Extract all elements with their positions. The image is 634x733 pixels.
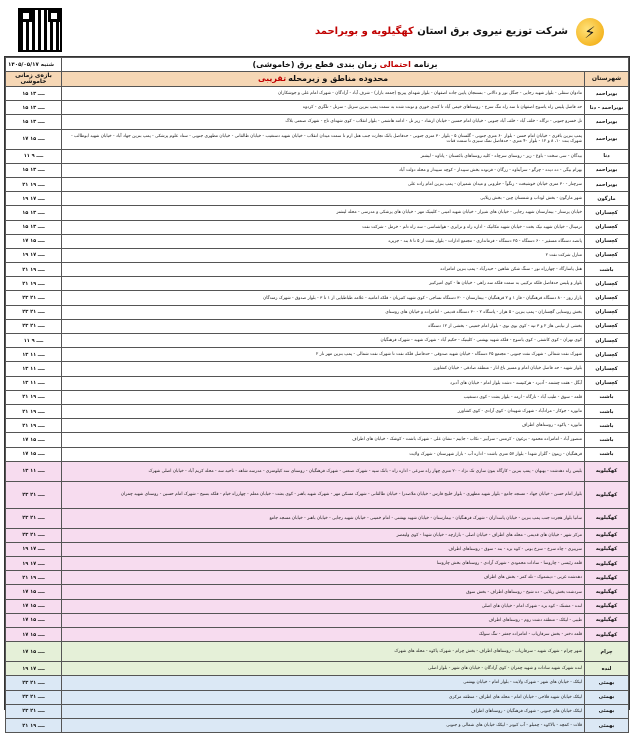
row-time: ۱۳ ــــ ۱۱ xyxy=(6,461,62,481)
row-city: باشت xyxy=(585,263,629,277)
row-time: ۱۹ ــــ ۱۷ xyxy=(6,248,62,262)
row-time: ۱۷ ــــ ۱۵ xyxy=(6,628,62,642)
row-city: باشت xyxy=(585,390,629,404)
row-city: کچساران xyxy=(585,376,629,390)
row-city: کهگیلویه xyxy=(585,585,629,599)
row-time: ۱۷ ــــ ۱۵ xyxy=(6,433,62,447)
table-body xyxy=(6,87,629,733)
row-time: ۲۱ ــــ ۱۹ xyxy=(6,390,62,404)
row-area: کوی تهران - کوی کاشفی - کوی یاسوج - فلکه شهید بهشتی - کلینیک - حکیم آباد - شهرک شهید - شهرک فرهنگیان xyxy=(62,334,585,348)
row-city: لنده xyxy=(585,662,629,676)
row-time: ۱۷ ــــ ۱۵ xyxy=(6,642,62,662)
row-time: ۱۵ ــــ ۱۳ xyxy=(6,115,62,129)
row-time: ۱۵ ــــ ۱۳ xyxy=(6,101,62,115)
row-city: کچساران xyxy=(585,291,629,305)
row-time: ۱۵ ــــ ۱۳ xyxy=(6,206,62,220)
row-area: پمپ بنزین باقری - خیابان امام حسن - بلوار ۶۰ متری جنوبی - گلستان ۵ - بلوار ۳۰ متری جنوبی - حدفاصل بانک تجارت جنب هتل ارم تا سمت میدان انقلاب - خیابان شهید دستغیب - خیابان طالقانی - خیابان مطهری جنوبی - ستاد علوم پزشکی - پمپ بنزین جهاد آباد - خیابان شهید ابوطالب - شهرک بنت ۱۰، ۸ و ۱۲ - بلوار ۴۰ متری - حدفاصل نمک سبزی تا سمت قنات xyxy=(62,129,585,149)
row-city: باشت xyxy=(585,433,629,447)
table-row xyxy=(6,305,629,319)
row-city: بویراحمد xyxy=(585,163,629,177)
row-city: کهگیلویه xyxy=(585,599,629,613)
row-area: لیکک خیابان شهید فلاحی - خیابان امام - محله های اطراف - منطقه مرکزی xyxy=(62,690,585,704)
table-row xyxy=(6,718,629,732)
row-city: بویراحمد xyxy=(585,177,629,191)
row-time: ۲۳ ــــ ۲۱ xyxy=(6,291,62,305)
table-row xyxy=(6,163,629,177)
table-row xyxy=(6,220,629,234)
table-row xyxy=(6,557,629,571)
row-time: ۲۱ ــــ ۱۹ xyxy=(6,263,62,277)
row-area: سانیا بلوار هجرت جنب پمپ بنزین - خیابان پاسداران - شهرک فرهنگیان - بیمارستان - خیابان شهید بهشتی - امام خمینی - خیابان شهید رجایی - خیابان باهنر - خیابان مسجد جامع xyxy=(62,508,585,528)
table-row xyxy=(6,690,629,704)
row-time: ۱۷ ــــ ۱۵ xyxy=(6,585,62,599)
row-time: ۱۳ ــــ ۱۱ xyxy=(6,376,62,390)
table-row xyxy=(6,704,629,718)
row-area: دهدشت غربی - دیشموک - تله کمر - بخش های اطراف xyxy=(62,571,585,585)
row-city: بهمئی xyxy=(585,718,629,732)
row-city: کچساران xyxy=(585,334,629,348)
row-area: بلوار و پلیس حدفاصل فلکه ترکیبی به سمت فلکه سه راهی - خیابان ها - کوی امیرکبیر xyxy=(62,277,585,291)
table-row xyxy=(6,571,629,585)
row-city: چرام xyxy=(585,642,629,662)
table-row xyxy=(6,528,629,542)
row-time: ۲۱ ــــ ۱۹ xyxy=(6,571,62,585)
row-area: قلعه - سوق - طیب آباد - نازگاه - ارمه - بلوار بعثت - کوی دستغیب xyxy=(62,390,585,404)
table-row xyxy=(6,461,629,481)
row-time: ۲۳ ــــ ۲۱ xyxy=(6,508,62,528)
company-prefix: شرکت توزیع نیروی برق استان xyxy=(417,26,568,37)
table-row xyxy=(6,348,629,362)
row-time: ۲۳ ــــ ۲۱ xyxy=(6,704,62,718)
schedule-table xyxy=(5,57,629,733)
row-time: ۱۹ ــــ ۱۷ xyxy=(6,557,62,571)
company-logo-icon: ⚡ xyxy=(576,18,604,46)
row-time: ۲۳ ــــ ۲۱ xyxy=(6,676,62,690)
row-city: کهگیلویه xyxy=(585,528,629,542)
row-time: ۲۳ ــــ ۲۱ xyxy=(6,528,62,542)
row-time: ۱۷ ــــ ۱۵ xyxy=(6,599,62,613)
table-row xyxy=(6,481,629,508)
row-city: باشت xyxy=(585,404,629,418)
table-row xyxy=(6,291,629,305)
row-area: قلعه رئیسی - چاروسا - سادات محمودی - شهرک آزادی - روستاهای بخش چاروسا xyxy=(62,557,585,571)
row-city: کهگیلویه xyxy=(585,481,629,508)
row-area: بلیس راه دهدشت - بهبهان - پمپ بنزین - کارگاه بتون سازی تک نژاد - ۲۰ متری چهار راه سرعی - اداره راه - بانک سپه - شهرک صنعتی - شهرک فرهنگیان - روستای سه کیلومتری - مدرسه شاهد - ناحیه سه - محله کریم آباد - خیابان اصلی شهرک xyxy=(62,461,585,481)
row-city: باشت xyxy=(585,447,629,461)
table-row xyxy=(6,192,629,206)
qr-code-icon xyxy=(18,8,62,52)
row-area: آبگل - هفت چشمه - آدبرد - هرکنیسه - دشت بلوار امام - خیابان های آدبرد xyxy=(62,376,585,390)
row-area: لیکک خیابان های جنوبی - شهرک فرهنگیان - روستاهای اطراف xyxy=(62,704,585,718)
row-time: ۲۳ ــــ ۲۱ xyxy=(6,319,62,333)
row-area: بهرام بیگی - ده دیده - چرگو - سرآبتاوه - زرگان - فرتوده بخش سپیدار - کوچه سپیدار و محله دولت آباد xyxy=(62,163,585,177)
row-city: کچساران xyxy=(585,277,629,291)
table-row xyxy=(6,542,629,556)
row-city: کچساران xyxy=(585,348,629,362)
row-city: بویراحمد xyxy=(585,129,629,149)
table-row xyxy=(6,334,629,348)
row-city: بویراحمد xyxy=(585,115,629,129)
row-city: بویراحمد - دنا xyxy=(585,101,629,115)
table-row xyxy=(6,419,629,433)
row-time: ۲۳ ــــ ۲۱ xyxy=(6,481,62,508)
row-time: ۱۷ ــــ ۱۵ xyxy=(6,447,62,461)
row-city: بهمئی xyxy=(585,704,629,718)
row-time: ۲۱ ــــ ۱۹ xyxy=(6,419,62,433)
table-row xyxy=(6,376,629,390)
row-area: هتل پاسارگاد - چهارراه نور - سنگ شکن شاهین - حیدرآباد - پمپ بنزین امامزاده xyxy=(62,263,585,277)
row-area: شهر چرام - شهرک شهید - سرفاریاب - روستاهای اطراف - بخش چرام - شهرک پاکوه - محله های شهرک xyxy=(62,642,585,662)
row-city: مارگون xyxy=(585,192,629,206)
row-city: کچساران xyxy=(585,206,629,220)
table-row xyxy=(6,642,629,662)
row-area: قلات - کمچه - بالاکوه - چمبلو - آب کبوتر - لیکک خیابان های شمالی و جنوبی xyxy=(62,718,585,732)
row-city: کچساران xyxy=(585,220,629,234)
row-area: فرهنگیان - زیتون - گلزار شهدا - بلوار ۵۷ متری باشت - اداره آب - بازار شهرستان - شهرک ولایت xyxy=(62,447,585,461)
col-header-time: بازه‌ی زمانی خاموشی xyxy=(6,72,62,87)
table-row xyxy=(6,115,629,129)
row-time: ۲۱ ــــ ۱۹ xyxy=(6,404,62,418)
row-city: کچساران xyxy=(585,248,629,262)
table-row xyxy=(6,206,629,220)
row-time: ۱۷ ــــ ۱۵ xyxy=(6,234,62,248)
row-area: مادوان سفلی - بلوار شهید رجایی - جنگل نور و دالانی - بستنجان پایین جاده اصفهان - بلوار شهدای پیرنج (جمعه بازار) - شرف آباد - آزادگان - شهرک امام علی و جوشکاران xyxy=(62,87,585,101)
row-city: کچساران xyxy=(585,234,629,248)
schedule-table-wrap xyxy=(4,56,630,729)
table-row xyxy=(6,101,629,115)
row-area: لنده شهرک شهید سادات و شهید چمران - کوی آزادگان - خیابان های شهر - بلوار اصلی xyxy=(62,662,585,676)
row-city: کهگیلویه xyxy=(585,542,629,556)
table-row xyxy=(6,149,629,163)
table-row xyxy=(6,433,629,447)
row-area: لنده - مشتک - کوه بره - شهرک امام - خیابان های اصلی xyxy=(62,599,585,613)
row-city: کچساران xyxy=(585,319,629,333)
table-row xyxy=(6,390,629,404)
table-date: شنبه ۱۴۰۵/۰۵/۱۷ xyxy=(6,58,62,72)
row-area: سرییری - چاه سرخ - سرخ بوتی - کوه بره - بنه - سوق - روستاهای اطراف xyxy=(62,542,585,556)
row-area: بازار روز - ۸۰ دستگاه فرهنگیان - فاز ۱ و ۲ فرهنگیان - بیمارستان - ۳۰ دستگاه نساجی - کوی شهید کتبریان - فلکه امامیه - علامه طباطبایی از ۱ تا ۳ - بلوار صدوق - شهرک زمندگان xyxy=(62,291,585,305)
table-row xyxy=(6,234,629,248)
col-header-area: محدوده مناطق و زیرمحله تقریبی xyxy=(62,72,585,87)
row-city: کهگیلویه xyxy=(585,628,629,642)
row-city: بهمئی xyxy=(585,690,629,704)
row-time: ۲۱ ــــ ۱۹ xyxy=(6,177,62,191)
row-city: کهگیلویه xyxy=(585,461,629,481)
row-area: بلوار امام حسن - خیابان جهاد - مسجد جامع - بلوار شهید مطهری - بلوار خلیج فارس - خیابان ملاصدرا - خیابان طالقانی - شهرک مسکن مهر - شهرک شهید باهنر - کوی بعثت - خیابان معلم - چهارراه خیام - فلکه بسیج - شهرک امام حسین - روستای شهید چمران xyxy=(62,481,585,508)
row-time: ۲۱ ــــ ۱۹ xyxy=(6,718,62,732)
row-time: ۲۱ ــــ ۱۹ xyxy=(6,277,62,291)
row-city: دنا xyxy=(585,149,629,163)
row-time: ۱۱ ــــ ۹ xyxy=(6,334,62,348)
row-time: ۱۹ ــــ ۱۷ xyxy=(6,662,62,676)
row-city: باشت xyxy=(585,419,629,433)
row-area: مابوره - جوکار - مرادآباد - شهرک شهیدان - کوی آزادی - کوی کشاورز xyxy=(62,404,585,418)
table-row xyxy=(6,628,629,642)
row-area: بیدگان - سی سخت - باوغ - زیر - روستای سرچاه - کلیه روستاهای باغستان - پاتاوه - لیشتر xyxy=(62,149,585,163)
company-accent: کهگیلویه و بویراحمد xyxy=(314,26,414,37)
row-area: لیکک - خیابان های شهر - شهرک ولایت - بلوار امام - خیابان بهشتی xyxy=(62,676,585,690)
row-time: ۱۹ ــــ ۱۷ xyxy=(6,192,62,206)
table-row xyxy=(6,129,629,149)
row-city: کهگیلویه xyxy=(585,557,629,571)
table-title: برنامه احتمالی زمان بندی قطع برق (خاموشی) xyxy=(62,58,629,72)
row-area: مرکز شهر - خیابان های قدیمی - محله های اطراف - خیابان اصلی - بازارچه - خیابان شهدا - کوی ولیعصر xyxy=(62,528,585,542)
table-row xyxy=(6,676,629,690)
row-area: شهر مارگون - بخش لوداب و شمسان چین - بخش زیلایی xyxy=(62,192,585,206)
table-row xyxy=(6,248,629,262)
table-row xyxy=(6,404,629,418)
table-row xyxy=(6,585,629,599)
row-area: طیبی - لیکک - منطقه دشت روم - روستاهای اطراف xyxy=(62,613,585,627)
row-time: ۱۵ ــــ ۱۳ xyxy=(6,87,62,101)
header xyxy=(0,0,634,56)
row-area: ترمینال - خیابان شهید نیک بخت - خیابان شهید مکانیک - اداره راه و ترابری - هواشناسی - سه راه دلم - خرمل - شرکت نفت xyxy=(62,220,585,234)
row-area: بلوار شهید - حد فاصل خیابان امام و مسیر باغ انار - منطقه صادقی - خیابان کشاورز xyxy=(62,362,585,376)
row-time: ۱۳ ــــ ۱۱ xyxy=(6,348,62,362)
row-area: شهرک نفت شمالی - شهرک نفت جنوبی - مجتمع ۲۵ دستگاه - خیابان شهید صدوقی - حدفاصل فلکه نفت تا شهرک نفت شمالی - پمپ بنزین مهر ناز ۲ xyxy=(62,348,585,362)
row-area: پانصد دستگاه مسقیر - ۶۰ دستگاه - ۲۵ دستگاه - فرمانداری - مجتمع ادارات - بلوار بعثت از ۵ تا ۸ بند - جزیره xyxy=(62,234,585,248)
row-city: کهگیلویه xyxy=(585,613,629,627)
row-area: منصور آباد - امامزاده محمود - برغون - کرمس - سرآبیر - تکاب - جاییم - نشان علی - شهرک باشت - کوشک - خیابان های اطراف xyxy=(62,433,585,447)
row-time: ۱۹ ــــ ۱۷ xyxy=(6,542,62,556)
row-area: حد فاصل پلیس راه یاسوج اصفهان تا سه راه تنگ سرخ - روستاهای خیمی آباد تا کندی خوری و تونت شده به سمت پمپ بنزین سرتل - سرتل - تلگری - کردوه xyxy=(62,101,585,115)
row-area: سرچنار - ۳۰ متری خیابان خوشبخت - زنگوآ - حلزونی و میدان شمیران - پمپ بنزین امام زاده علی xyxy=(62,177,585,191)
row-time: ۱۷ ــــ ۱۵ xyxy=(6,613,62,627)
row-area: منازل شرکت نفت ۲ xyxy=(62,248,585,262)
table-row xyxy=(6,263,629,277)
row-city: کهگیلویه xyxy=(585,508,629,528)
row-area: خیابان پرستار - بیمارستان شهید رجایی - خیابان های شیراز - خیابان شهید امینی - کلینیک مهر - خیابان های پزشکی و مدرسی - محله لیشتر xyxy=(62,206,585,220)
row-city: کچساران xyxy=(585,305,629,319)
table-row xyxy=(6,662,629,676)
row-city: بویراحمد xyxy=(585,87,629,101)
row-city: بهمئی xyxy=(585,676,629,690)
table-row xyxy=(6,362,629,376)
col-header-city: شهرستان xyxy=(585,72,629,87)
row-city: کچساران xyxy=(585,362,629,376)
table-row xyxy=(6,177,629,191)
row-area: سردشت بخش زیلایی - ده شیخ - روستاهای اطراف - بخش سوق xyxy=(62,585,585,599)
table-row xyxy=(6,599,629,613)
row-area: قلعه دختر - بخش سرفاریاب - امامزاده جعفر - تنگ سولک xyxy=(62,628,585,642)
row-area: تل خسرو جنوبی - ترگاه - خلف آباد - خلف آباد جنوبی - خیابان امام حسین - خیابان ارشاد - زیر تل - ادامه هاشمی - بلوار انقلاب - کوی شهدای تاج - شهرک صنعتی بلاگ xyxy=(62,115,585,129)
row-time: ۲۳ ــــ ۲۱ xyxy=(6,690,62,704)
company-name xyxy=(315,26,568,37)
row-city: کهگیلویه xyxy=(585,571,629,585)
row-time: ۱۳ ــــ ۱۱ xyxy=(6,362,62,376)
row-time: ۱۵ ــــ ۱۳ xyxy=(6,163,62,177)
row-area: بخش روستایی گچساران - پمپ بنزین - ۵ هزار - پاسگاه ۲ - ۳۰ دستگاه قدیمی - امامزاده و خیابان های روستای xyxy=(62,305,585,319)
row-time: ۱۱ ــــ ۹ xyxy=(6,149,62,163)
table-row xyxy=(6,613,629,627)
table-row xyxy=(6,87,629,101)
row-time: ۱۵ ــــ ۱۳ xyxy=(6,220,62,234)
row-area: مابوره - پاکوه - روستاهای اطراف xyxy=(62,419,585,433)
table-row xyxy=(6,508,629,528)
table-row xyxy=(6,447,629,461)
table-row xyxy=(6,319,629,333)
row-time: ۲۳ ــــ ۲۱ xyxy=(6,305,62,319)
table-row xyxy=(6,277,629,291)
row-time: ۱۷ ــــ ۱۵ xyxy=(6,129,62,149)
row-area: بخشی از نیابتی هاژ ۲ و ۳ تپه - کوی بوی نوی - بلوار امام خمینی - بخشی از ۱۲ دستگاه xyxy=(62,319,585,333)
